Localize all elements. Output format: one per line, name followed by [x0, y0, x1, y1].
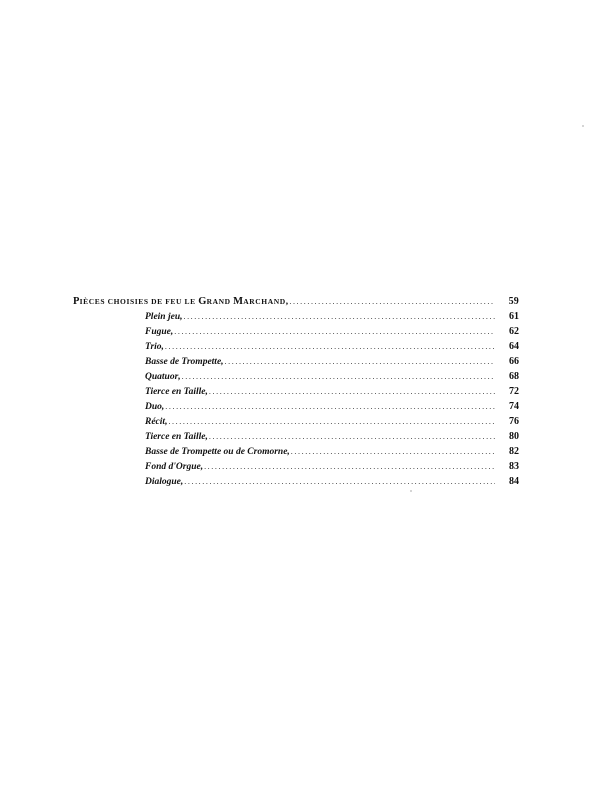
- toc-entry-title: Tierce en Taille: [145, 387, 206, 397]
- toc-entry-title: Dialogue: [145, 477, 181, 487]
- toc-entry-title: Fugue: [145, 327, 171, 337]
- title-part: ARCHAND: [243, 297, 286, 306]
- toc-page-number: 82: [509, 446, 519, 457]
- toc-page-number: 61: [509, 311, 519, 322]
- toc-entry-title: Trio: [145, 342, 162, 352]
- toc-comma: ,: [180, 312, 183, 322]
- scan-speck: [582, 125, 584, 127]
- toc-comma: ,: [221, 357, 224, 367]
- dot-leader: [209, 384, 495, 399]
- toc-page-number: 66: [509, 356, 519, 367]
- dot-leader: [183, 309, 495, 324]
- toc-page-number: 72: [509, 386, 519, 397]
- scan-speck: [410, 490, 412, 492]
- title-part: G: [198, 296, 207, 307]
- toc-main-title: [73, 294, 286, 310]
- toc-page-number: 80: [509, 431, 519, 442]
- toc-entry-title: Quatuor: [145, 372, 179, 382]
- toc-comma: ,: [200, 462, 204, 472]
- title-part: IÈCES CHOISIES DE FEU LE: [79, 297, 199, 306]
- dot-leader: [168, 414, 495, 429]
- toc-entry: [73, 324, 519, 339]
- toc-comma: ,: [285, 297, 289, 307]
- toc-entry-title: Tierce en Taille: [145, 432, 206, 442]
- dot-leader: [289, 294, 495, 309]
- toc-entry: [73, 444, 519, 459]
- toc-entry: [73, 474, 519, 489]
- dot-leader: [225, 354, 495, 369]
- toc-entry-title: Récit: [145, 417, 166, 427]
- toc-entry: [73, 459, 519, 474]
- toc-entry: [73, 399, 519, 414]
- toc-page-number: 74: [509, 401, 519, 412]
- dot-leader: [184, 474, 495, 489]
- dot-leader: [182, 369, 495, 384]
- toc-page-number: 83: [509, 461, 519, 472]
- dot-leader: [165, 339, 495, 354]
- toc-entry-title: Plein jeu: [145, 312, 181, 322]
- toc-entry: [73, 354, 519, 369]
- toc-comma: ,: [180, 477, 184, 487]
- toc-comma: ,: [161, 342, 164, 352]
- toc-comma: ,: [205, 432, 208, 442]
- toc-entry-title: Basse de Trompette: [145, 357, 222, 367]
- toc-entry-title: Basse de Trompette ou de Cromorne: [145, 447, 288, 457]
- table-of-contents: [73, 294, 519, 489]
- dot-leader: [204, 459, 495, 474]
- toc-comma: ,: [287, 447, 290, 457]
- toc-entry: [73, 384, 519, 399]
- toc-main-entry: [73, 294, 519, 309]
- toc-page-number: 59: [508, 296, 519, 307]
- dot-leader: [174, 324, 495, 339]
- toc-entry-title: Duo: [145, 402, 162, 412]
- toc-page-number: 68: [509, 371, 519, 382]
- toc-entry: [73, 429, 519, 444]
- toc-page-number: 84: [509, 476, 519, 487]
- toc-page-number: 62: [509, 326, 519, 337]
- toc-page-number: 64: [509, 341, 519, 352]
- toc-entry: [73, 309, 519, 324]
- title-part: M: [233, 296, 244, 307]
- toc-entry: [73, 369, 519, 384]
- toc-comma: ,: [205, 387, 208, 397]
- dot-leader: [165, 399, 495, 414]
- toc-entry: [73, 414, 519, 429]
- title-part: P: [73, 296, 80, 307]
- dot-leader: [291, 444, 495, 459]
- dot-leader: [209, 429, 495, 444]
- title-part: RAND: [206, 297, 234, 306]
- toc-comma: ,: [161, 402, 165, 412]
- toc-entry-title: Fond d'Orgue: [145, 462, 201, 472]
- toc-comma: ,: [165, 417, 168, 427]
- toc-comma: ,: [170, 327, 174, 337]
- toc-page-number: 76: [509, 416, 519, 427]
- toc-comma: ,: [178, 372, 181, 382]
- toc-entry: [73, 339, 519, 354]
